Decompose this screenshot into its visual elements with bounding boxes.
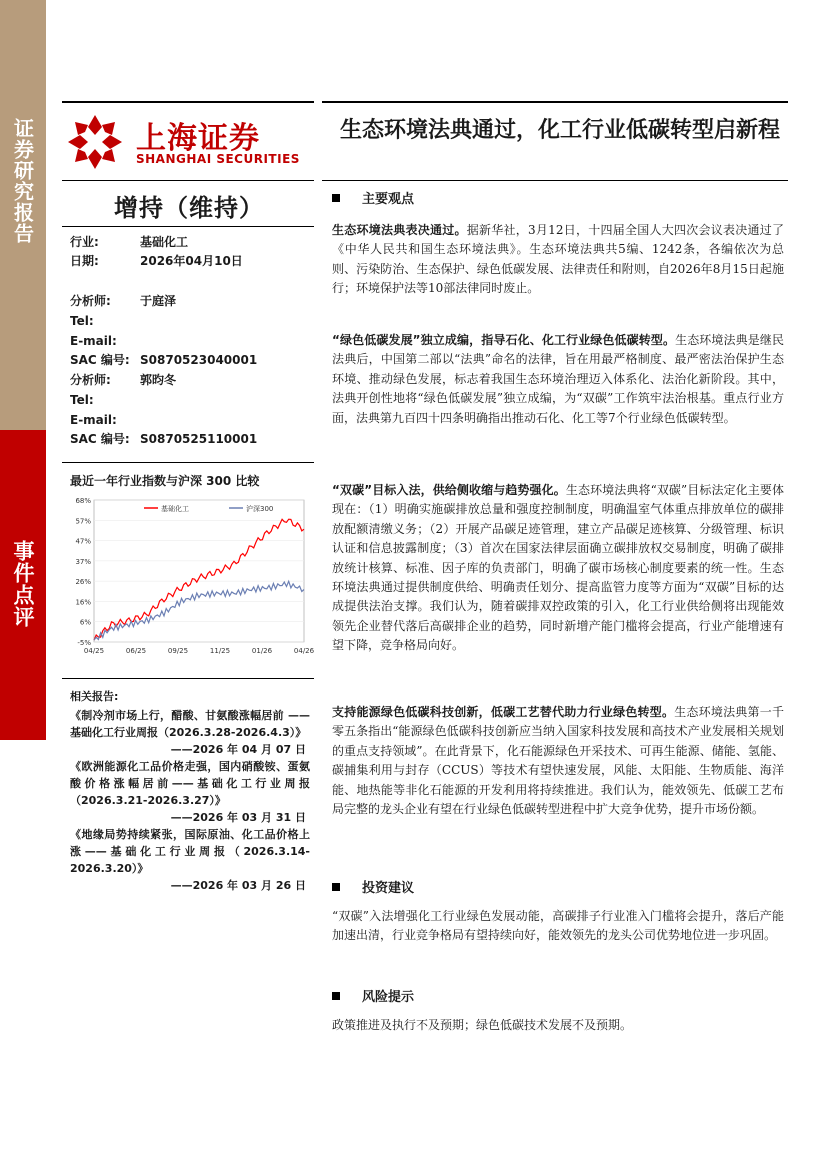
- analyst-key: E-mail:: [70, 413, 117, 427]
- analyst-key: SAC 编号:: [70, 353, 130, 367]
- bullet-square-icon: [332, 194, 340, 202]
- logo-divider: [62, 180, 314, 181]
- chart-legend-label: 沪深300: [246, 505, 274, 513]
- analyst-row: [70, 391, 140, 409]
- analyst-key: 分析师:: [70, 294, 111, 308]
- investment-title: 投资建议: [362, 881, 415, 896]
- report-type-tab: [0, 0, 46, 430]
- related-report-date: ——2026 年 03 月 26 日: [170, 879, 306, 892]
- analyst-key: Tel:: [70, 393, 94, 407]
- related-report-date: ——2026 年 03 月 31 日: [170, 811, 306, 824]
- chart-x-tick-label: 09/25: [167, 647, 189, 655]
- analyst-row: [70, 371, 176, 389]
- chart-y-tick-label: 6%: [79, 618, 91, 627]
- analyst-key: SAC 编号:: [70, 432, 130, 446]
- main-points-title: 主要观点: [362, 192, 415, 207]
- chart-divider: [62, 462, 314, 463]
- analyst-row: [70, 430, 257, 448]
- main-point-paragraph: [332, 331, 784, 428]
- chart-x-tick-label: 04/26: [293, 647, 315, 655]
- analyst-key: Tel:: [70, 314, 94, 328]
- meta-date: [70, 252, 243, 270]
- meta-date-key: 日期:: [70, 254, 99, 268]
- chart-x-tick-label: 04/25: [83, 647, 105, 655]
- analyst-row: [70, 351, 257, 369]
- main-point-paragraph: [332, 481, 784, 656]
- chart-x-tick-label: 06/25: [125, 647, 147, 655]
- main-point-paragraph: [332, 221, 784, 299]
- related-header: 相关报告:: [70, 690, 119, 703]
- related-report-date: ——2026 年 04 月 07 日: [170, 743, 306, 756]
- paragraph-body: 生态环境法典是继民法典后，中国第二部以“法典”命名的法律，旨在用最严格制度、最严密法治保护生态环境、推动绿色发展，标志着我国生态环境治理迈入体系化、法治化新阶段。其中，法典开创性地将“绿色低碳发展”独立成编，为“双碳”工作筑牢法治根基。重点行业方面，法典第九百四十四条明确指出推动石化、化工等7个行业绿色低碳转型。: [332, 333, 784, 425]
- paragraph-lead: “双碳”目标入法，供给侧收缩与趋势强化。: [332, 483, 566, 497]
- related-divider: [62, 678, 314, 679]
- main-points-heading: [332, 188, 414, 207]
- related-reports: [70, 688, 310, 894]
- paragraph-lead: 生态环境法典表决通过。: [332, 223, 467, 237]
- chart-title: 最近一年行业指数与沪深 300 比较: [70, 474, 260, 488]
- meta-date-value: 2026年04月10日: [140, 254, 243, 268]
- analyst-key: E-mail:: [70, 334, 117, 348]
- related-report-link[interactable]: 《欧洲能源化工品价格走强，国内硝酸铵、蛋氨酸价格涨幅居前——基础化工行业周报（2026.3.21-2026.3.27）》: [70, 760, 310, 807]
- brand-name-en: SHANGHAI SECURITIES: [136, 152, 300, 166]
- risk-paragraph: 政策推进及执行不及预期；绿色低碳技术发展不及预期。: [332, 1018, 633, 1032]
- meta-industry-key: 行业:: [70, 235, 99, 249]
- rating: 增持（维持）: [114, 194, 264, 222]
- analyst-row: [70, 411, 140, 429]
- investment-heading: [332, 877, 414, 896]
- brand-name-cn: 上海证券: [136, 121, 260, 156]
- report-category-tab: [0, 430, 46, 740]
- analyst-value: S0870523040001: [140, 353, 258, 367]
- analyst-row: [70, 312, 140, 330]
- investment-paragraph: “双碳”入法增强化工行业绿色发展动能，高碳排子行业准入门槛将会提升，落后产能加速出清，行业竞争格局有望持续向好，能效领先的龙头公司优势地位进一步巩固。: [332, 909, 784, 943]
- paragraph-body: 生态环境法典将“双碳”目标法定化主要体现在：（1）明确实施碳排放总量和强度控制制度，明确温室气体重点排放单位的碳排放配额清缴义务；（2）开展产品碳足迹管理，建立产品碳足迹核算、分级管理、标识认证和信息披露制度；（3）首次在国家法律层面确立碳排放权交易制度，明确了碳排放统计核算、标准、因子库的负责部门，明确了碳市场核心制度要素的统一性。生态环境法典通过提供制度供给、明确责任划分、提高监管力度等方面为“双碳”目标的达成提供法治支撑。我们认为，随着碳排双控政策的引入，化工行业供给侧将出现能效领先企业替代落后高碳排企业的趋势，同时新增产能门槛将会提高，行业产能增速有望下降，竞争格局向好。: [332, 483, 784, 653]
- index-comparison-chart: [62, 492, 315, 662]
- meta-industry-value: 基础化工: [140, 235, 189, 249]
- paragraph-body: 据新华社，3月12日，十四届全国人大四次会议表决通过了《中华人民共和国生态环境法典》。生态环境法典共5编、1242条，各编依次为总则、污染防治、生态保护、绿色低碳发展、法律责任和附则，自2026年8月15日起施行；环境保护法等10部法律同时废止。: [332, 223, 784, 296]
- left-top-rule: [62, 101, 314, 103]
- chart-y-tick-label: 68%: [75, 497, 91, 505]
- chart-x-tick-label: 11/25: [209, 647, 231, 655]
- shanghai-securities-logo-icon: [66, 113, 124, 171]
- report-type-label: 证券研究报告: [10, 118, 35, 244]
- related-report-link[interactable]: 《制冷剂市场上行，醋酸、甘氨酸涨幅居前 ——基础化工行业周报（2026.3.28-2026.4.3）》: [70, 709, 310, 739]
- analyst-value: S0870525110001: [140, 432, 258, 446]
- analyst-row: [70, 292, 176, 310]
- bullet-square-icon: [332, 992, 340, 1000]
- report-category-label: 事件点评: [11, 540, 35, 628]
- analyst-value: 郭昀冬: [140, 373, 177, 387]
- risk-heading: [332, 986, 414, 1005]
- right-top-rule: [322, 101, 788, 103]
- title-divider: [322, 180, 788, 181]
- chart-series-line-hs300: [94, 581, 304, 640]
- paragraph-lead: “绿色低碳发展”独立成编，指导石化、化工行业绿色低碳转型。: [332, 333, 676, 347]
- analyst-row: [70, 332, 140, 350]
- report-title: 生态环境法典通过，化工行业低碳转型启新程: [339, 118, 780, 143]
- chart-y-tick-label: 57%: [75, 517, 91, 526]
- chart-x-tick-label: 01/26: [251, 647, 273, 655]
- chart-y-tick-label: -5%: [77, 639, 91, 647]
- risk-title: 风险提示: [362, 990, 415, 1005]
- paragraph-lead: 支持能源绿色低碳科技创新，低碳工艺替代助力行业绿色转型。: [332, 705, 675, 719]
- analyst-value: 于庭泽: [140, 294, 177, 308]
- meta-industry: [70, 233, 188, 251]
- related-report-link[interactable]: 《地缘局势持续紧张，国际原油、化工品价格上涨——基础化工行业周报（2026.3.14-2026.3.20）》: [70, 828, 310, 875]
- rating-divider: [62, 226, 314, 227]
- main-point-paragraph: [332, 703, 784, 819]
- chart-y-tick-label: 37%: [75, 557, 91, 566]
- bullet-square-icon: [332, 883, 340, 891]
- chart-y-tick-label: 16%: [75, 598, 91, 607]
- chart-plot-frame: [94, 500, 304, 642]
- chart-y-tick-label: 26%: [75, 578, 91, 587]
- analyst-key: 分析师:: [70, 373, 111, 387]
- chart-legend-label: 基础化工: [161, 505, 189, 513]
- paragraph-body: 生态环境法典第一千零五条指出“能源绿色低碳科技创新应当纳入国家科技发展和高技术产业发展相关规划的重点支持领域”。在此背景下，化石能源绿色开采技术、可再生能源、储能、氢能、碳捕集利用与封存（CCUS）等技术有望快速发展，风能、太阳能、生物质能、海洋能、地热能等非化石能源的开发利用将持续推进。我们认为，能效领先、低碳工艺布局完整的龙头企业有望在行业绿色低碳转型进程中扩大竞争优势，提升市场份额。: [332, 705, 784, 817]
- chart-y-tick-label: 47%: [75, 537, 91, 546]
